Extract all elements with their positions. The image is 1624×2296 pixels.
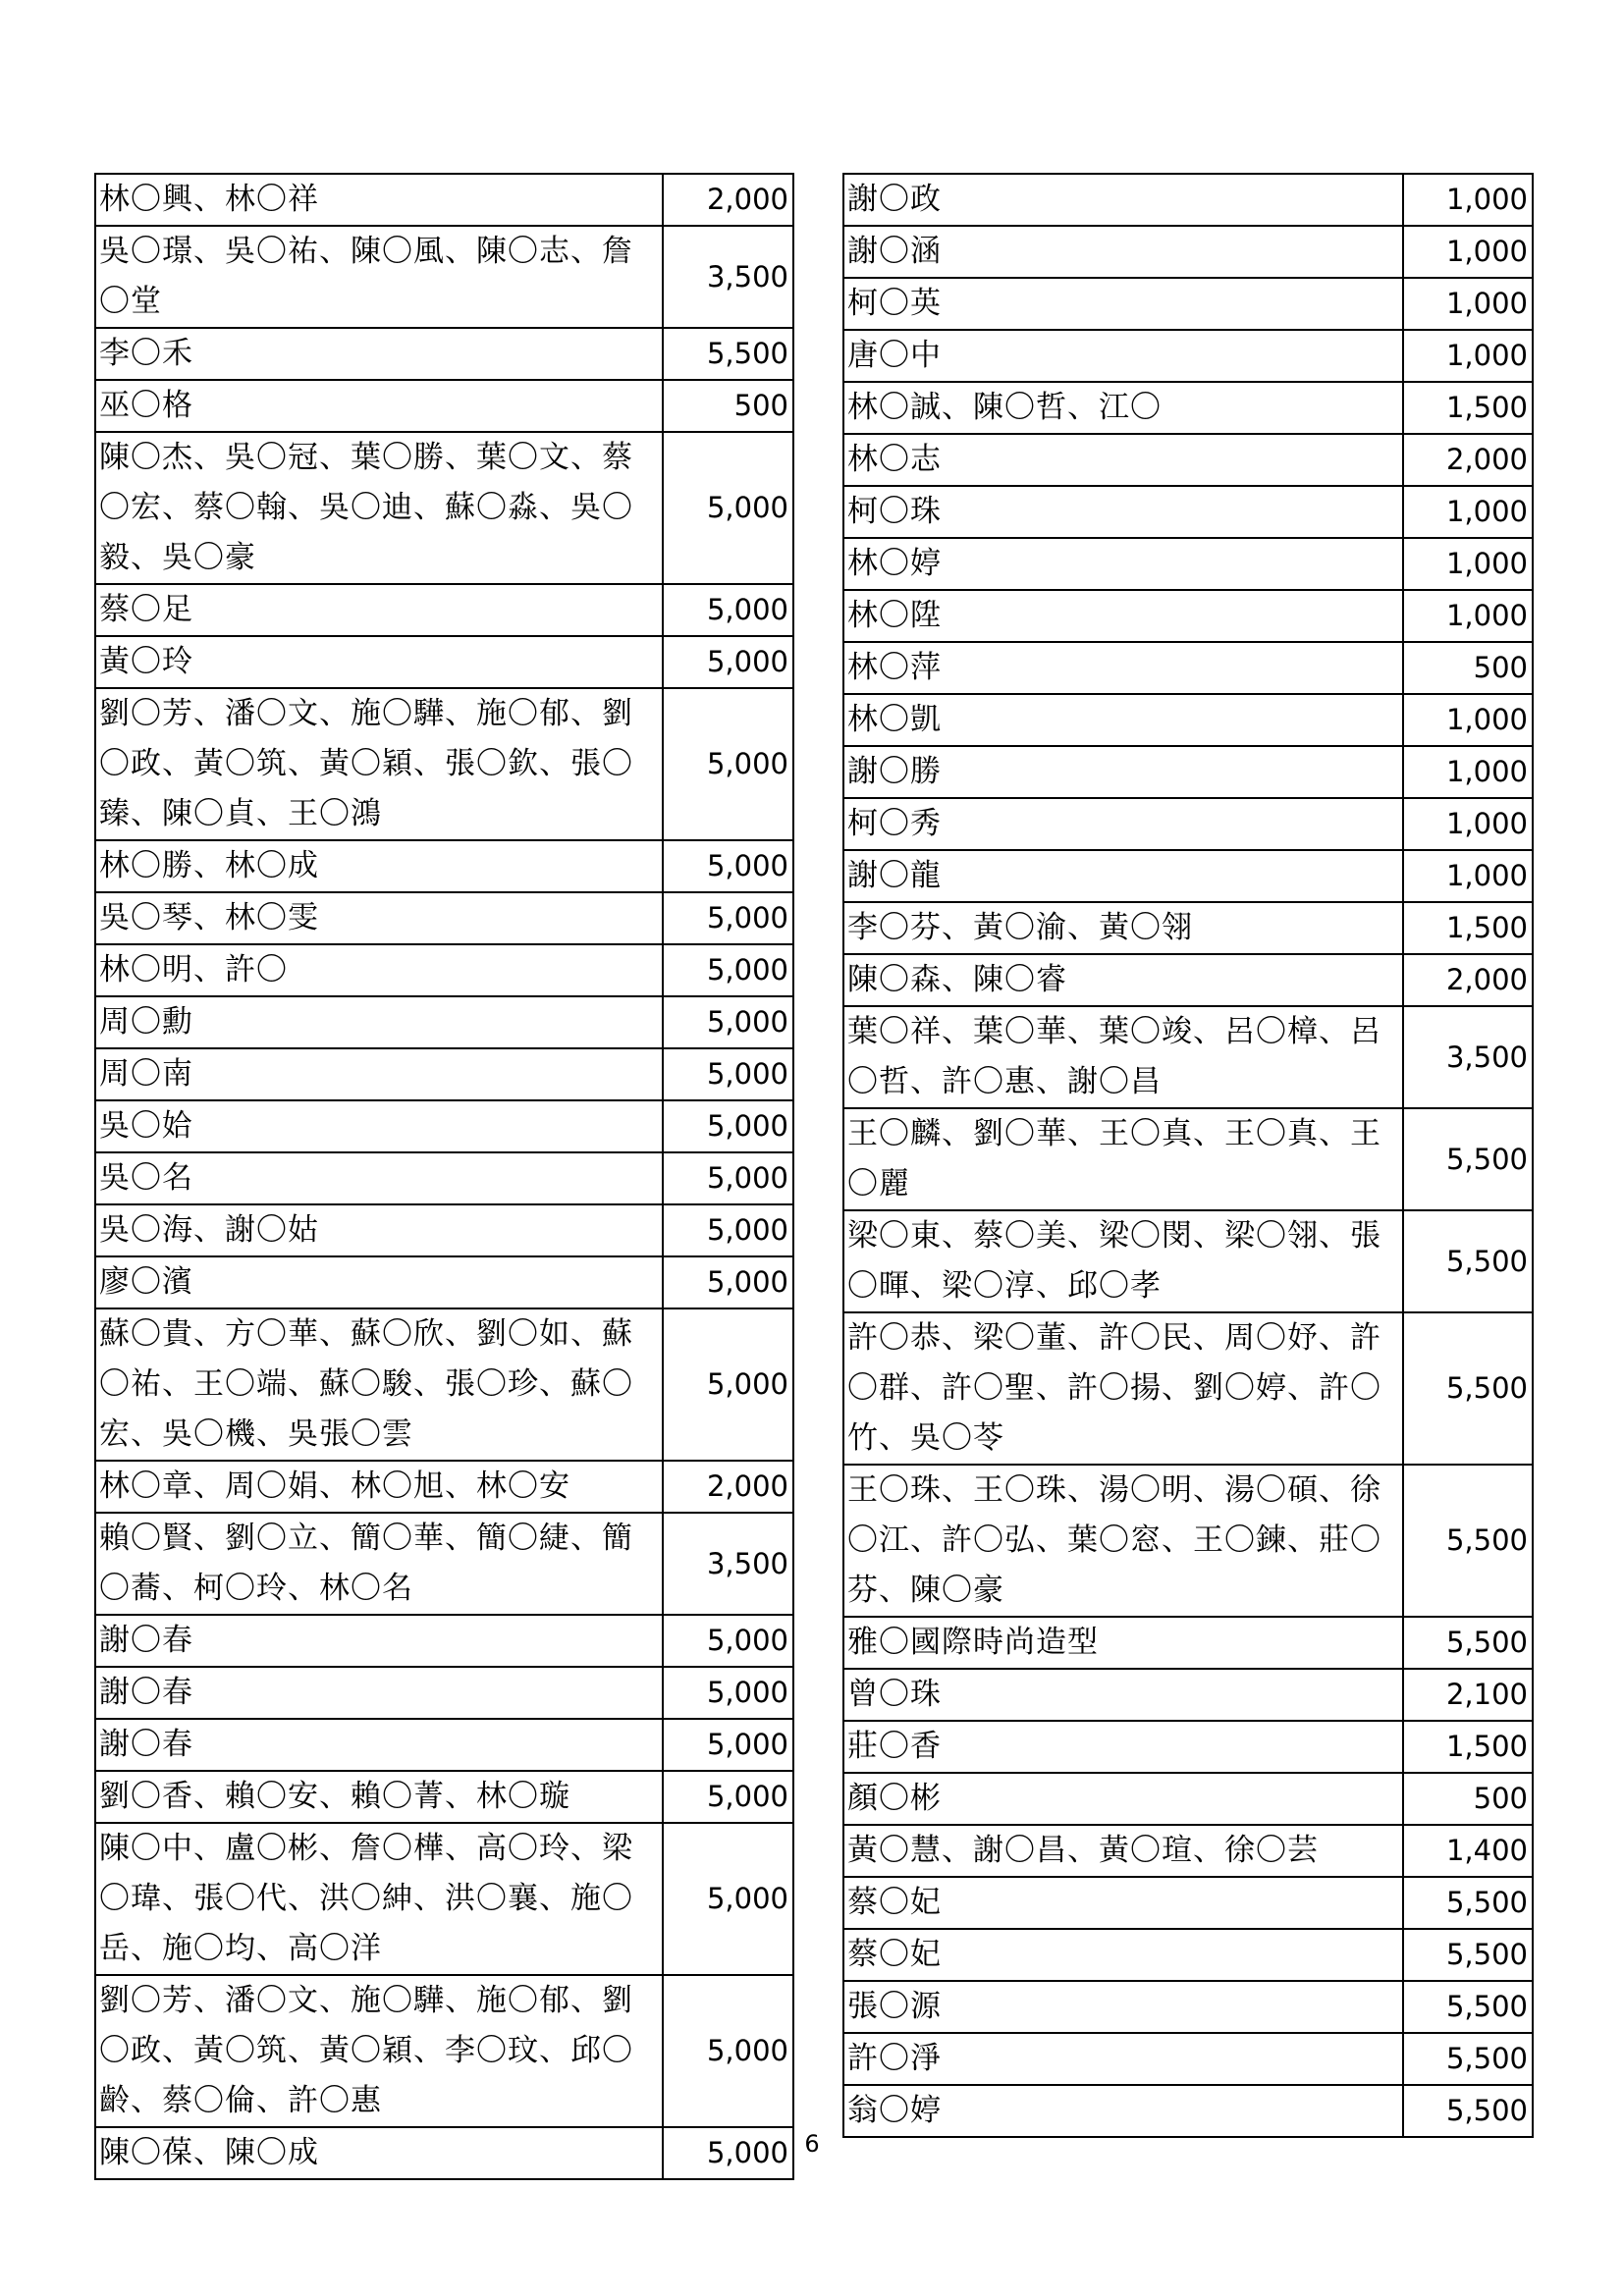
donation-amount-cell: 5,000	[663, 1719, 793, 1771]
donation-amount-cell: 5,500	[1403, 1465, 1533, 1617]
donation-amount-cell: 1,500	[1403, 382, 1533, 434]
left-table-body	[95, 174, 793, 2179]
donation-amount-cell: 2,100	[1403, 1669, 1533, 1721]
donor-name-cell: 吳〇名	[95, 1152, 663, 1204]
table-row	[95, 1719, 793, 1771]
donor-name-cell: 劉〇香、賴〇安、賴〇菁、林〇璇	[95, 1771, 663, 1823]
donor-name-cell: 吳〇琴、林〇雯	[95, 892, 663, 944]
donor-name-cell: 謝〇政	[843, 174, 1403, 226]
left-donation-table	[94, 173, 794, 2180]
donor-name-cell: 吳〇姶	[95, 1100, 663, 1152]
donation-amount-cell: 5,500	[1403, 1877, 1533, 1929]
table-row	[95, 1771, 793, 1823]
table-row	[95, 1513, 793, 1615]
table-row	[95, 1204, 793, 1256]
donor-name-cell: 劉〇芳、潘〇文、施〇驊、施〇郁、劉〇政、黃〇筑、黃〇穎、李〇玟、邱〇齡、蔡〇倫、許〇惠	[95, 1975, 663, 2127]
donor-name-cell: 許〇淨	[843, 2033, 1403, 2085]
table-row	[843, 1006, 1533, 1108]
donor-name-cell: 蔡〇妃	[843, 1929, 1403, 1981]
donor-name-cell: 吳〇海、謝〇姑	[95, 1204, 663, 1256]
donor-name-cell: 曾〇珠	[843, 1669, 1403, 1721]
donor-name-cell: 黃〇玲	[95, 636, 663, 688]
donation-amount-cell: 2,000	[663, 1461, 793, 1513]
donor-name-cell: 李〇禾	[95, 328, 663, 380]
donor-name-cell: 賴〇賢、劉〇立、簡〇華、簡〇緁、簡〇蕎、柯〇玲、林〇名	[95, 1513, 663, 1615]
donor-name-cell: 林〇章、周〇娟、林〇旭、林〇安	[95, 1461, 663, 1513]
table-row	[95, 380, 793, 432]
donation-amount-cell: 5,000	[663, 1667, 793, 1719]
table-row	[95, 1667, 793, 1719]
donation-amount-cell: 5,000	[663, 584, 793, 636]
donation-amount-cell: 5,500	[1403, 1617, 1533, 1669]
donation-amount-cell: 5,500	[1403, 1210, 1533, 1312]
donation-amount-cell: 2,000	[1403, 434, 1533, 486]
table-row	[843, 1669, 1533, 1721]
table-row	[95, 174, 793, 226]
table-row	[95, 584, 793, 636]
donation-amount-cell: 5,000	[663, 1048, 793, 1100]
donation-amount-cell: 3,500	[663, 1513, 793, 1615]
donation-amount-cell: 5,000	[663, 1771, 793, 1823]
table-row	[95, 996, 793, 1048]
donation-amount-cell: 5,000	[663, 1975, 793, 2127]
donation-amount-cell: 5,000	[663, 1204, 793, 1256]
donor-name-cell: 吳〇璟、吳〇祐、陳〇風、陳〇志、詹〇堂	[95, 226, 663, 328]
donation-amount-cell: 500	[1403, 642, 1533, 694]
donation-amount-cell: 1,000	[1403, 746, 1533, 798]
table-row	[95, 328, 793, 380]
table-row	[95, 840, 793, 892]
table-row	[95, 1975, 793, 2127]
donation-amount-cell: 1,000	[1403, 486, 1533, 538]
donation-amount-cell: 5,000	[663, 2127, 793, 2179]
donation-amount-cell: 1,500	[1403, 1721, 1533, 1773]
right-table-body	[843, 174, 1533, 2137]
donation-amount-cell: 1,000	[1403, 798, 1533, 850]
donor-name-cell: 蔡〇妃	[843, 1877, 1403, 1929]
table-row	[95, 1152, 793, 1204]
table-row	[843, 1465, 1533, 1617]
donor-name-cell: 林〇明、許〇	[95, 944, 663, 996]
table-row	[95, 892, 793, 944]
donor-name-cell: 柯〇英	[843, 278, 1403, 330]
donor-name-cell: 林〇萍	[843, 642, 1403, 694]
donation-amount-cell: 3,500	[663, 226, 793, 328]
donation-amount-cell: 5,000	[663, 1256, 793, 1308]
table-row	[95, 1048, 793, 1100]
donor-name-cell: 謝〇龍	[843, 850, 1403, 902]
table-row	[843, 1929, 1533, 1981]
donation-amount-cell: 5,500	[1403, 1108, 1533, 1210]
donor-name-cell: 林〇陞	[843, 590, 1403, 642]
donor-name-cell: 林〇誠、陳〇哲、江〇	[843, 382, 1403, 434]
donor-name-cell: 謝〇春	[95, 1615, 663, 1667]
donation-amount-cell: 5,000	[663, 996, 793, 1048]
donor-name-cell: 陳〇葆、陳〇成	[95, 2127, 663, 2179]
table-row	[843, 538, 1533, 590]
donation-amount-cell: 5,000	[663, 840, 793, 892]
donation-amount-cell: 5,500	[1403, 1981, 1533, 2033]
donation-amount-cell: 5,500	[1403, 1312, 1533, 1465]
donor-name-cell: 謝〇春	[95, 1667, 663, 1719]
donor-name-cell: 雅〇國際時尚造型	[843, 1617, 1403, 1669]
table-row	[843, 902, 1533, 954]
donation-amount-cell: 1,000	[1403, 590, 1533, 642]
donor-name-cell: 黃〇慧、謝〇昌、黃〇瑄、徐〇芸	[843, 1825, 1403, 1877]
table-row	[95, 688, 793, 840]
table-row	[95, 1308, 793, 1461]
donor-name-cell: 葉〇祥、葉〇華、葉〇竣、呂〇樟、呂〇哲、許〇惠、謝〇昌	[843, 1006, 1403, 1108]
table-row	[843, 1825, 1533, 1877]
donation-amount-cell: 5,000	[663, 1615, 793, 1667]
table-row	[95, 1100, 793, 1152]
donation-amount-cell: 5,000	[663, 944, 793, 996]
table-row	[843, 382, 1533, 434]
donation-amount-cell: 1,000	[1403, 226, 1533, 278]
table-row	[843, 174, 1533, 226]
donor-name-cell: 王〇珠、王〇珠、湯〇明、湯〇碩、徐〇江、許〇弘、葉〇窓、王〇鍊、莊〇芬、陳〇豪	[843, 1465, 1403, 1617]
donation-amount-cell: 5,000	[663, 1100, 793, 1152]
table-row	[843, 850, 1533, 902]
table-row	[843, 1312, 1533, 1465]
donor-name-cell: 陳〇森、陳〇睿	[843, 954, 1403, 1006]
donation-amount-cell: 5,500	[1403, 2033, 1533, 2085]
table-row	[843, 954, 1533, 1006]
table-row	[843, 1981, 1533, 2033]
donation-amount-cell: 5,000	[663, 636, 793, 688]
table-row	[95, 1823, 793, 1975]
table-row	[843, 1877, 1533, 1929]
donor-name-cell: 顏〇彬	[843, 1773, 1403, 1825]
donor-name-cell: 陳〇杰、吳〇冠、葉〇勝、葉〇文、蔡〇宏、蔡〇翰、吳〇迪、蘇〇淼、吳〇毅、吳〇豪	[95, 432, 663, 584]
donation-amount-cell: 1,000	[1403, 538, 1533, 590]
donor-name-cell: 林〇興、林〇祥	[95, 174, 663, 226]
table-row	[95, 636, 793, 688]
donation-amount-cell: 5,500	[663, 328, 793, 380]
donation-amount-cell: 5,000	[663, 1823, 793, 1975]
donation-amount-cell: 1,000	[1403, 694, 1533, 746]
donor-name-cell: 張〇源	[843, 1981, 1403, 2033]
donor-name-cell: 謝〇春	[95, 1719, 663, 1771]
table-row	[843, 1210, 1533, 1312]
donation-amount-cell: 5,000	[663, 1308, 793, 1461]
donation-amount-cell: 2,000	[1403, 954, 1533, 1006]
table-row	[843, 330, 1533, 382]
table-row	[843, 1108, 1533, 1210]
donation-amount-cell: 500	[663, 380, 793, 432]
donor-name-cell: 柯〇秀	[843, 798, 1403, 850]
table-row	[843, 590, 1533, 642]
table-row	[843, 798, 1533, 850]
donor-name-cell: 唐〇中	[843, 330, 1403, 382]
table-row	[95, 1461, 793, 1513]
table-row	[95, 1256, 793, 1308]
right-donation-table	[842, 173, 1534, 2138]
table-row	[95, 226, 793, 328]
donor-name-cell: 梁〇東、蔡〇美、梁〇閔、梁〇翎、張〇暉、梁〇淳、邱〇孝	[843, 1210, 1403, 1312]
donation-amount-cell: 5,000	[663, 688, 793, 840]
donor-name-cell: 林〇凱	[843, 694, 1403, 746]
donor-name-cell: 李〇芬、黃〇渝、黃〇翎	[843, 902, 1403, 954]
table-row	[843, 278, 1533, 330]
donor-name-cell: 周〇南	[95, 1048, 663, 1100]
donation-amount-cell: 1,400	[1403, 1825, 1533, 1877]
table-row	[843, 642, 1533, 694]
donation-amount-cell: 5,500	[1403, 1929, 1533, 1981]
donation-amount-cell: 1,000	[1403, 174, 1533, 226]
donation-amount-cell: 3,500	[1403, 1006, 1533, 1108]
donation-amount-cell: 1,000	[1403, 850, 1533, 902]
donation-amount-cell: 5,000	[663, 1152, 793, 1204]
table-row	[843, 746, 1533, 798]
donor-name-cell: 柯〇珠	[843, 486, 1403, 538]
donor-name-cell: 林〇勝、林〇成	[95, 840, 663, 892]
donor-name-cell: 巫〇格	[95, 380, 663, 432]
donor-name-cell: 謝〇勝	[843, 746, 1403, 798]
table-row	[843, 486, 1533, 538]
table-row	[843, 434, 1533, 486]
donation-amount-cell: 500	[1403, 1773, 1533, 1825]
donor-name-cell: 周〇勳	[95, 996, 663, 1048]
donor-name-cell: 廖〇濱	[95, 1256, 663, 1308]
donor-name-cell: 陳〇中、盧〇彬、詹〇樺、高〇玲、梁〇瑋、張〇代、洪〇紳、洪〇襄、施〇岳、施〇均、高〇洋	[95, 1823, 663, 1975]
table-row	[95, 944, 793, 996]
donor-name-cell: 謝〇涵	[843, 226, 1403, 278]
donor-name-cell: 許〇恭、梁〇董、許〇民、周〇妤、許〇群、許〇聖、許〇揚、劉〇婷、許〇竹、吳〇苓	[843, 1312, 1403, 1465]
donor-name-cell: 翁〇婷	[843, 2085, 1403, 2137]
donor-name-cell: 王〇麟、劉〇華、王〇真、王〇真、王〇麗	[843, 1108, 1403, 1210]
donation-amount-cell: 5,000	[663, 432, 793, 584]
donation-amount-cell: 1,000	[1403, 330, 1533, 382]
donation-amount-cell: 5,000	[663, 892, 793, 944]
donor-name-cell: 蘇〇貴、方〇華、蘇〇欣、劉〇如、蘇〇祐、王〇端、蘇〇駿、張〇珍、蘇〇宏、吳〇機、吳張〇雲	[95, 1308, 663, 1461]
table-row	[843, 694, 1533, 746]
table-row	[843, 226, 1533, 278]
table-row	[843, 2033, 1533, 2085]
table-row	[843, 1773, 1533, 1825]
donation-amount-cell: 1,000	[1403, 278, 1533, 330]
table-row	[95, 432, 793, 584]
donation-amount-cell: 2,000	[663, 174, 793, 226]
table-row	[95, 1615, 793, 1667]
donor-name-cell: 莊〇香	[843, 1721, 1403, 1773]
table-row	[843, 1617, 1533, 1669]
page-number: 6	[804, 2130, 820, 2158]
donor-name-cell: 蔡〇足	[95, 584, 663, 636]
donor-name-cell: 劉〇芳、潘〇文、施〇驊、施〇郁、劉〇政、黃〇筑、黃〇穎、張〇欽、張〇臻、陳〇貞、王〇鴻	[95, 688, 663, 840]
donation-amount-cell: 1,500	[1403, 902, 1533, 954]
table-row	[843, 1721, 1533, 1773]
donor-name-cell: 林〇婷	[843, 538, 1403, 590]
donor-name-cell: 林〇志	[843, 434, 1403, 486]
donation-amount-cell: 5,500	[1403, 2085, 1533, 2137]
